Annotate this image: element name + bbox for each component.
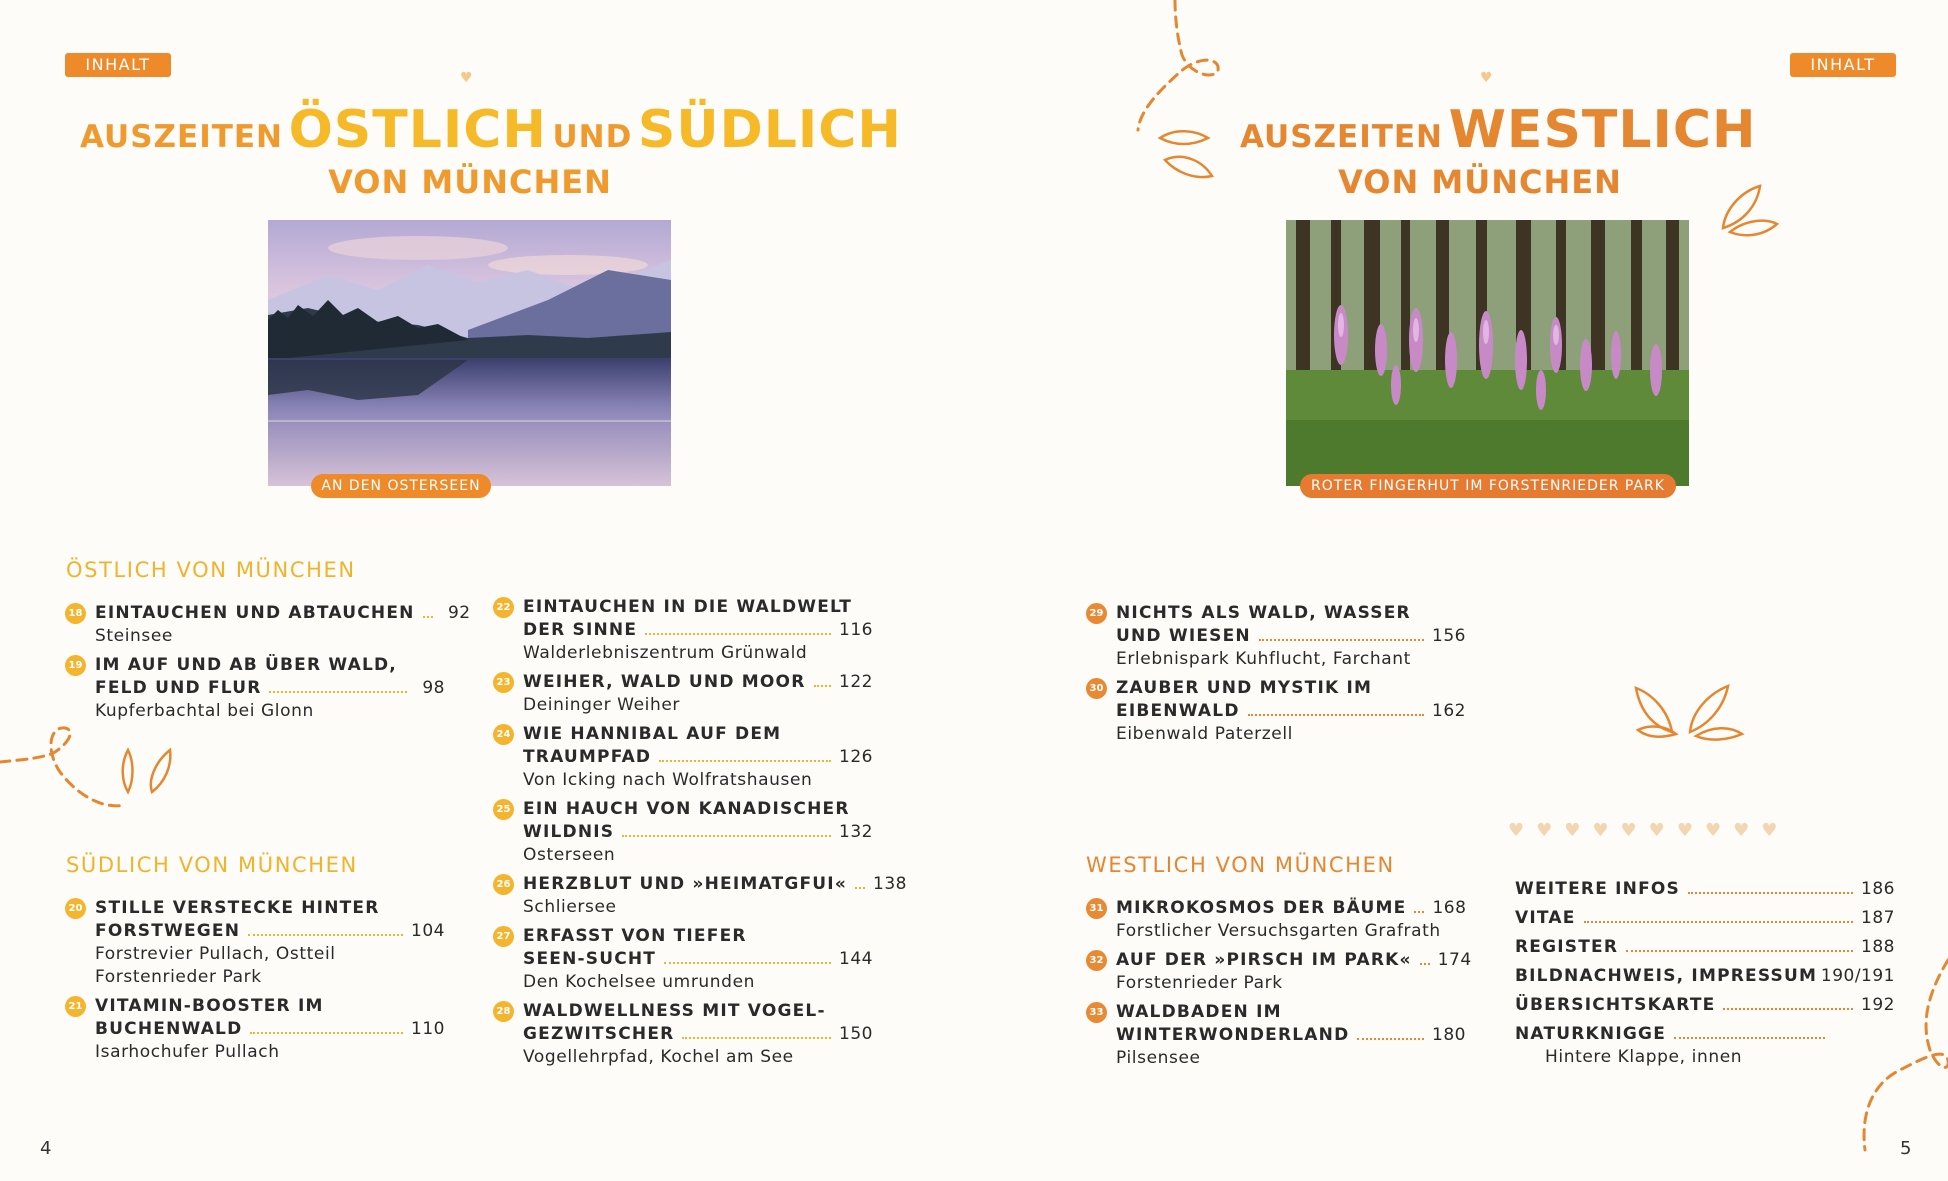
heart-icon: ♥	[1480, 70, 1493, 86]
entry-page: 168	[1432, 898, 1467, 918]
inhalt-tag-left: INHALT	[65, 53, 171, 77]
entry-number: 29	[1086, 603, 1107, 624]
entry-place: Von Icking nach Wolfratshausen	[523, 770, 813, 790]
toc-entry[interactable]	[496, 1000, 873, 1069]
entry-title: SEEN-SUCHT	[523, 949, 657, 969]
entry-page: 156	[1432, 626, 1466, 646]
appendix-item[interactable]: WEITERE INFOS 186	[1515, 879, 1895, 899]
entry-place: Erlebnispark Kuhflucht, Farchant	[1116, 649, 1411, 669]
right-page-title: AUSZEITEN WESTLICH	[1240, 100, 1757, 160]
entry-page: 122	[839, 672, 873, 692]
right-page-subtitle: VON MÜNCHEN	[1338, 163, 1622, 201]
entry-place: Vogellehrpfad, Kochel am See	[523, 1047, 794, 1067]
entry-number: 28	[493, 1001, 514, 1022]
entry-number: 19	[65, 655, 86, 676]
entry-place: Forstenrieder Park	[95, 967, 262, 987]
toc-entry[interactable]	[496, 671, 873, 717]
section-oestlich: ÖSTLICH VON MÜNCHEN	[66, 558, 356, 582]
photo-caption-right: ROTER FINGERHUT IM FORSTENRIEDER PARK	[1300, 474, 1676, 498]
dashed-path-ornament	[1830, 960, 1948, 1160]
entry-page: 126	[839, 747, 873, 767]
entry-number: 31	[1086, 898, 1107, 919]
entry-page: 132	[839, 822, 873, 842]
entry-title: UND WIESEN	[1116, 626, 1251, 646]
section-suedlich: SÜDLICH VON MÜNCHEN	[66, 853, 358, 877]
toc-entry[interactable]	[496, 798, 873, 867]
entry-title: ZAUBER UND MYSTIK IM	[1116, 678, 1373, 698]
entry-page: 92	[447, 603, 471, 623]
entry-title: AUF DER »PIRSCH IM PARK«	[1116, 950, 1412, 970]
entry-title: FELD UND FLUR	[95, 678, 262, 698]
osterseen-photo	[268, 220, 671, 486]
entry-place: Den Kochelsee umrunden	[523, 972, 756, 992]
page-number-right: 5	[1900, 1138, 1912, 1159]
leaf-icon	[1715, 180, 1785, 240]
appendix-note: Hintere Klappe, innen	[1545, 1047, 1743, 1067]
entry-place: Steinsee	[95, 626, 173, 646]
leaf-icon	[1160, 131, 1212, 177]
entry-page: 180	[1432, 1025, 1466, 1045]
entry-title: FORSTWEGEN	[95, 921, 241, 941]
entry-title: WINTERWONDERLAND	[1116, 1025, 1350, 1045]
toc-entry[interactable]	[1089, 602, 1466, 671]
entry-number: 23	[493, 672, 514, 693]
entry-title: NICHTS ALS WALD, WASSER	[1116, 603, 1411, 623]
appendix-item[interactable]: BILDNACHWEIS, IMPRESSUM 190/191	[1515, 966, 1895, 986]
toc-entry[interactable]	[68, 897, 445, 989]
entry-page: 150	[839, 1024, 873, 1044]
entry-number: 24	[493, 724, 514, 745]
entry-title: STILLE VERSTECKE HINTER	[95, 898, 380, 918]
entry-page: 116	[839, 620, 873, 640]
entry-title: EINTAUCHEN UND ABTAUCHEN	[95, 603, 415, 623]
leaf-icon	[1630, 680, 1750, 740]
entry-number: 32	[1086, 950, 1107, 971]
entry-title: TRAUMPFAD	[523, 747, 652, 767]
entry-place: Walderlebniszentrum Grünwald	[523, 643, 808, 663]
toc-entry[interactable]	[68, 602, 471, 648]
appendix-item[interactable]: REGISTER 188	[1515, 937, 1895, 957]
entry-title: WALDBADEN IM	[1116, 1002, 1282, 1022]
entry-page: 104	[411, 921, 445, 941]
toc-entry[interactable]	[496, 925, 873, 994]
entry-place: Isarhochufer Pullach	[95, 1042, 280, 1062]
entry-place: Forstrevier Pullach, Ostteil	[95, 944, 336, 964]
entry-page: 162	[1432, 701, 1466, 721]
dashed-path-ornament	[0, 720, 190, 830]
entry-number: 20	[65, 898, 86, 919]
dashed-path-ornament	[1120, 0, 1230, 190]
toc-entry[interactable]	[1089, 949, 1472, 995]
entry-place: Kupferbachtal bei Glonn	[95, 701, 314, 721]
entry-title: EIN HAUCH VON KANADISCHER	[523, 799, 850, 819]
appendix-item[interactable]: VITAE 187	[1515, 908, 1895, 928]
entry-place: Forstlicher Versuchsgarten Grafrath	[1116, 921, 1441, 941]
entry-title: WEIHER, WALD UND MOOR	[523, 672, 806, 692]
entry-title: VITAMIN-BOOSTER IM	[95, 996, 324, 1016]
entry-title: WALDWELLNESS MIT VOGEL-	[523, 1001, 826, 1021]
entry-number: 18	[65, 603, 86, 624]
entry-title: WIE HANNIBAL AUF DEM	[523, 724, 782, 744]
entry-place: Forstenrieder Park	[1116, 973, 1283, 993]
toc-entry[interactable]	[496, 596, 873, 665]
entry-title: BUCHENWALD	[95, 1019, 243, 1039]
entry-page: 110	[411, 1019, 445, 1039]
entry-page: 144	[839, 949, 873, 969]
entry-page: 138	[873, 874, 907, 894]
leaf-icon	[123, 750, 171, 792]
entry-number: 21	[65, 996, 86, 1017]
hearts-row: ♥♥♥♥♥♥♥♥♥♥	[1508, 820, 1790, 841]
left-page-subtitle: VON MÜNCHEN	[328, 163, 612, 201]
entry-place: Osterseen	[523, 845, 616, 865]
entry-title: DER SINNE	[523, 620, 638, 640]
entry-number: 25	[493, 799, 514, 820]
appendix-item[interactable]: ÜBERSICHTSKARTE 192	[1515, 995, 1895, 1015]
entry-place: Pilsensee	[1116, 1048, 1201, 1068]
entry-number: 26	[493, 874, 514, 895]
entry-page: 98	[422, 678, 445, 698]
fingerhut-photo	[1286, 220, 1689, 486]
entry-title: GEZWITSCHER	[523, 1024, 675, 1044]
entry-title: EINTAUCHEN IN DIE WALDWELT	[523, 597, 853, 617]
entry-number: 30	[1086, 678, 1107, 699]
toc-entry[interactable]	[496, 723, 873, 792]
photo-caption-left: AN DEN OSTERSEEN	[311, 474, 491, 498]
left-page-title: AUSZEITEN ÖSTLICH UND SÜDLICH	[80, 100, 902, 160]
entry-title: ERFASST VON TIEFER	[523, 926, 747, 946]
toc-entry[interactable]	[496, 873, 907, 919]
entry-place: Eibenwald Paterzell	[1116, 724, 1293, 744]
entry-title: HERZBLUT UND »HEIMATGFUI«	[523, 874, 847, 894]
entry-page: 174	[1437, 950, 1472, 970]
heart-icon: ♥	[460, 70, 473, 86]
toc-entry[interactable]	[1089, 677, 1466, 746]
toc-entry[interactable]	[1089, 1001, 1466, 1070]
entry-place: Deininger Weiher	[523, 695, 681, 715]
entry-title: EIBENWALD	[1116, 701, 1240, 721]
toc-entry[interactable]	[68, 654, 445, 723]
entry-number: 22	[493, 597, 514, 618]
entry-number: 27	[493, 926, 514, 947]
entry-title: IM AUF UND AB ÜBER WALD,	[95, 655, 397, 675]
section-westlich: WESTLICH VON MÜNCHEN	[1086, 853, 1395, 877]
toc-entry[interactable]	[1089, 897, 1467, 943]
entry-title: MIKROKOSMOS DER BÄUME	[1116, 898, 1407, 918]
appendix-item[interactable]: NATURKNIGGE	[1515, 1023, 1895, 1046]
toc-entry[interactable]	[68, 995, 445, 1064]
page-number-left: 4	[40, 1138, 52, 1159]
entry-place: Schliersee	[523, 897, 617, 917]
inhalt-tag-right: INHALT	[1790, 53, 1896, 77]
entry-number: 33	[1086, 1002, 1107, 1023]
entry-title: WILDNIS	[523, 822, 615, 842]
